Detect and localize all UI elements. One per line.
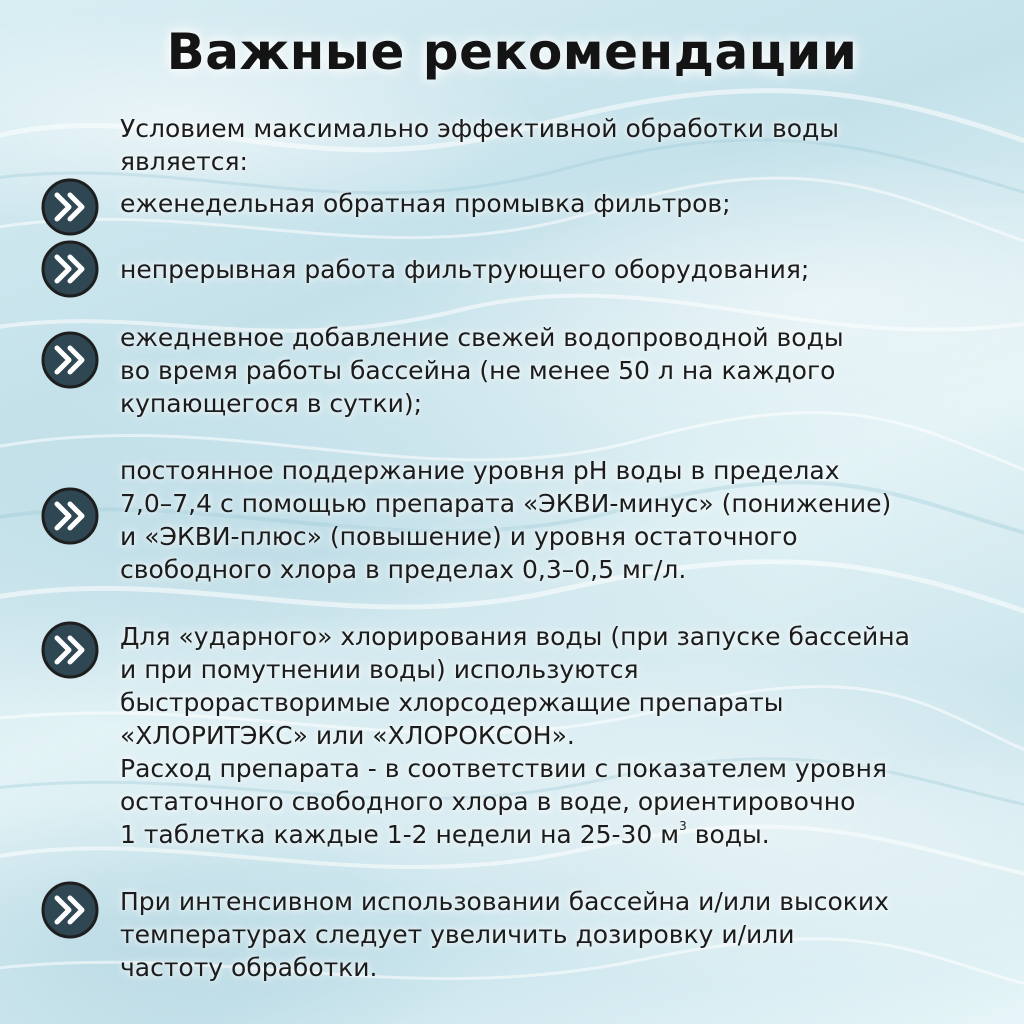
list-item-line: еженедельная обратная промывка фильтров; <box>120 189 731 218</box>
list-item-line: и «ЭКВИ-плюс» (повышение) и уровня остаточного <box>120 522 798 551</box>
intro-line: является: <box>120 147 248 176</box>
double-chevron-icon <box>40 486 100 546</box>
list-item-line: остаточного свободного хлора в воде, ориентировочно <box>120 787 856 816</box>
list-item-line: быстрорастворимые хлорсодержащие препараты <box>120 688 784 717</box>
list-item <box>120 454 1000 586</box>
double-chevron-icon <box>40 239 100 299</box>
list-item <box>120 321 1000 420</box>
list-item-line: постоянное поддержание уровня pH воды в пределах <box>120 456 840 485</box>
double-chevron-icon <box>40 330 100 390</box>
cubic-superscript: 3 <box>679 819 687 833</box>
list-item-line: ежедневное добавление свежей водопроводной воды <box>120 323 844 352</box>
list-item-line: непрерывная работа фильтрующего оборудования; <box>120 255 810 284</box>
intro-text <box>120 112 1000 178</box>
list-item-line: Для «ударного» хлорирования воды (при запуске бассейна <box>120 622 910 651</box>
double-chevron-icon <box>40 177 100 237</box>
list-item-line <box>120 818 1000 851</box>
dosage-text-end: воды. <box>686 820 770 849</box>
list-item <box>120 187 1000 220</box>
list-item-line: во время работы бассейна (не менее 50 л на каждого <box>120 356 836 385</box>
dosage-text: 1 таблетка каждые 1-2 недели на 25-30 м <box>120 820 680 849</box>
list-item-line: и при помутнении воды) используются <box>120 655 639 684</box>
double-chevron-icon <box>40 620 100 680</box>
intro-line: Условием максимально эффективной обработки воды <box>120 114 840 143</box>
list-item <box>120 885 1000 984</box>
double-chevron-icon <box>40 880 100 940</box>
list-item <box>120 620 1000 851</box>
list-item-line: частоту обработки. <box>120 953 378 982</box>
list-item-line: купающегося в сутки); <box>120 389 423 418</box>
list-item-line: свободного хлора в пределах 0,3–0,5 мг/л. <box>120 555 687 584</box>
page-title: Важные рекомендации <box>166 23 858 81</box>
list-item-line: При интенсивном использовании бассейна и/или высоких <box>120 887 889 916</box>
list-item <box>120 253 1000 286</box>
list-item-line: Расход препарата - в соответствии с показателем уровня <box>120 754 888 783</box>
list-item-line: 7,0–7,4 с помощью препарата «ЭКВИ-минус» (понижение) <box>120 489 892 518</box>
list-item-line: температурах следует увеличить дозировку и/или <box>120 920 795 949</box>
list-item-line: «ХЛОРИТЭКС» или «ХЛОРОКСОН». <box>120 721 575 750</box>
